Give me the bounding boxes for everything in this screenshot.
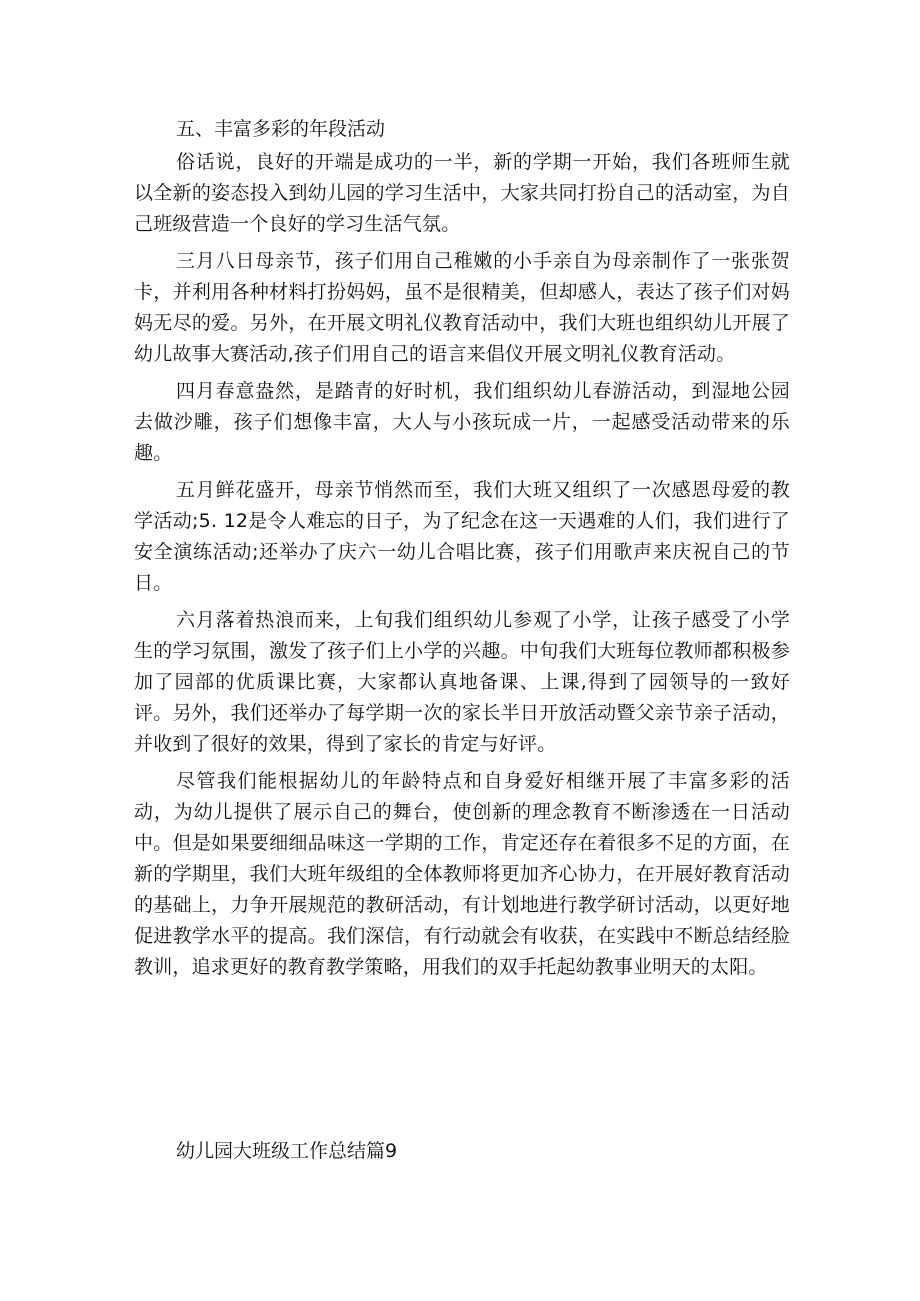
paragraph-june: 六月落着热浪而来，上旬我们组织幼儿参观了小学，让孩子感受了小学生的学习氛围，激发了孩子们上小学的兴趣。中旬我们大班每位教师都积极参加了园部的优质课比赛，大家都认真地备课、上课,得到了园领导的一致好评。另外，我们还举办了每学期一次的家长半日开放活动暨父亲节亲子活动，并收到了很好的效果，得到了家长的肯定与好评。	[134, 609, 790, 755]
paragraph-conclusion: 尽管我们能根据幼儿的年龄特点和自身爱好相继开展了丰富多彩的活动，为幼儿提供了展示自己的舞台，使创新的理念教育不断渗透在一日活动中。但是如果要细细品味这一学期的工作，肯定还存在着很多不足的方面，在新的学期里，我们大班年级组的全体教师将更加齐心协力，在开展好教育活动的基础上，力争开展规范的教研活动，有计划地进行教学研讨活动，以更好地促进教学水平的提高。我们深信，有行动就会有收获，在实践中不断总结经脸教训，追求更好的教育教学策略，用我们的双手托起幼教事业明天的太阳。	[134, 770, 790, 978]
section-heading: 五、丰富多彩的年段活动	[176, 118, 386, 140]
paragraph-april: 四月春意盎然，是踏青的好时机，我们组织幼儿春游活动，到湿地公园去做沙雕，孩子们想像丰富，大人与小孩玩成一片，一起感受活动带来的乐趣。	[134, 380, 790, 464]
paragraph-opening: 俗话说，良好的开端是成功的一半，新的学期一开始，我们各班师生就以全新的姿态投入到幼儿园的学习生活中，大家共同打扮自己的活动室，为自己班级营造一个良好的学习生活气氛。	[134, 151, 790, 235]
paragraph-may: 五月鲜花盛开，母亲节悄然而至，我们大班又组织了一次感恩母爱的教学活动;5. 12是令人难忘的日子，为了纪念在这一天遇难的人们，我们进行了安全演练活动;还举办了庆六一幼儿合唱比赛，孩子们用歌声来庆祝自己的节日。	[134, 479, 790, 594]
next-section-title: 幼儿园大班级工作总结篇9	[176, 1140, 398, 1162]
paragraph-march: 三月八日母亲节，孩子们用自己稚嫩的小手亲自为母亲制作了一张张贺卡，并利用各种材料打扮妈妈，虽不是很精美，但却感人，表达了孩子们对妈妈无尽的爱。另外，在开展文明礼仪教育活动中，我们大班也组织幼儿开展了幼儿故事大赛活动,孩子们用自己的语言来倡仪开展文明礼仪教育活动。	[134, 250, 790, 365]
